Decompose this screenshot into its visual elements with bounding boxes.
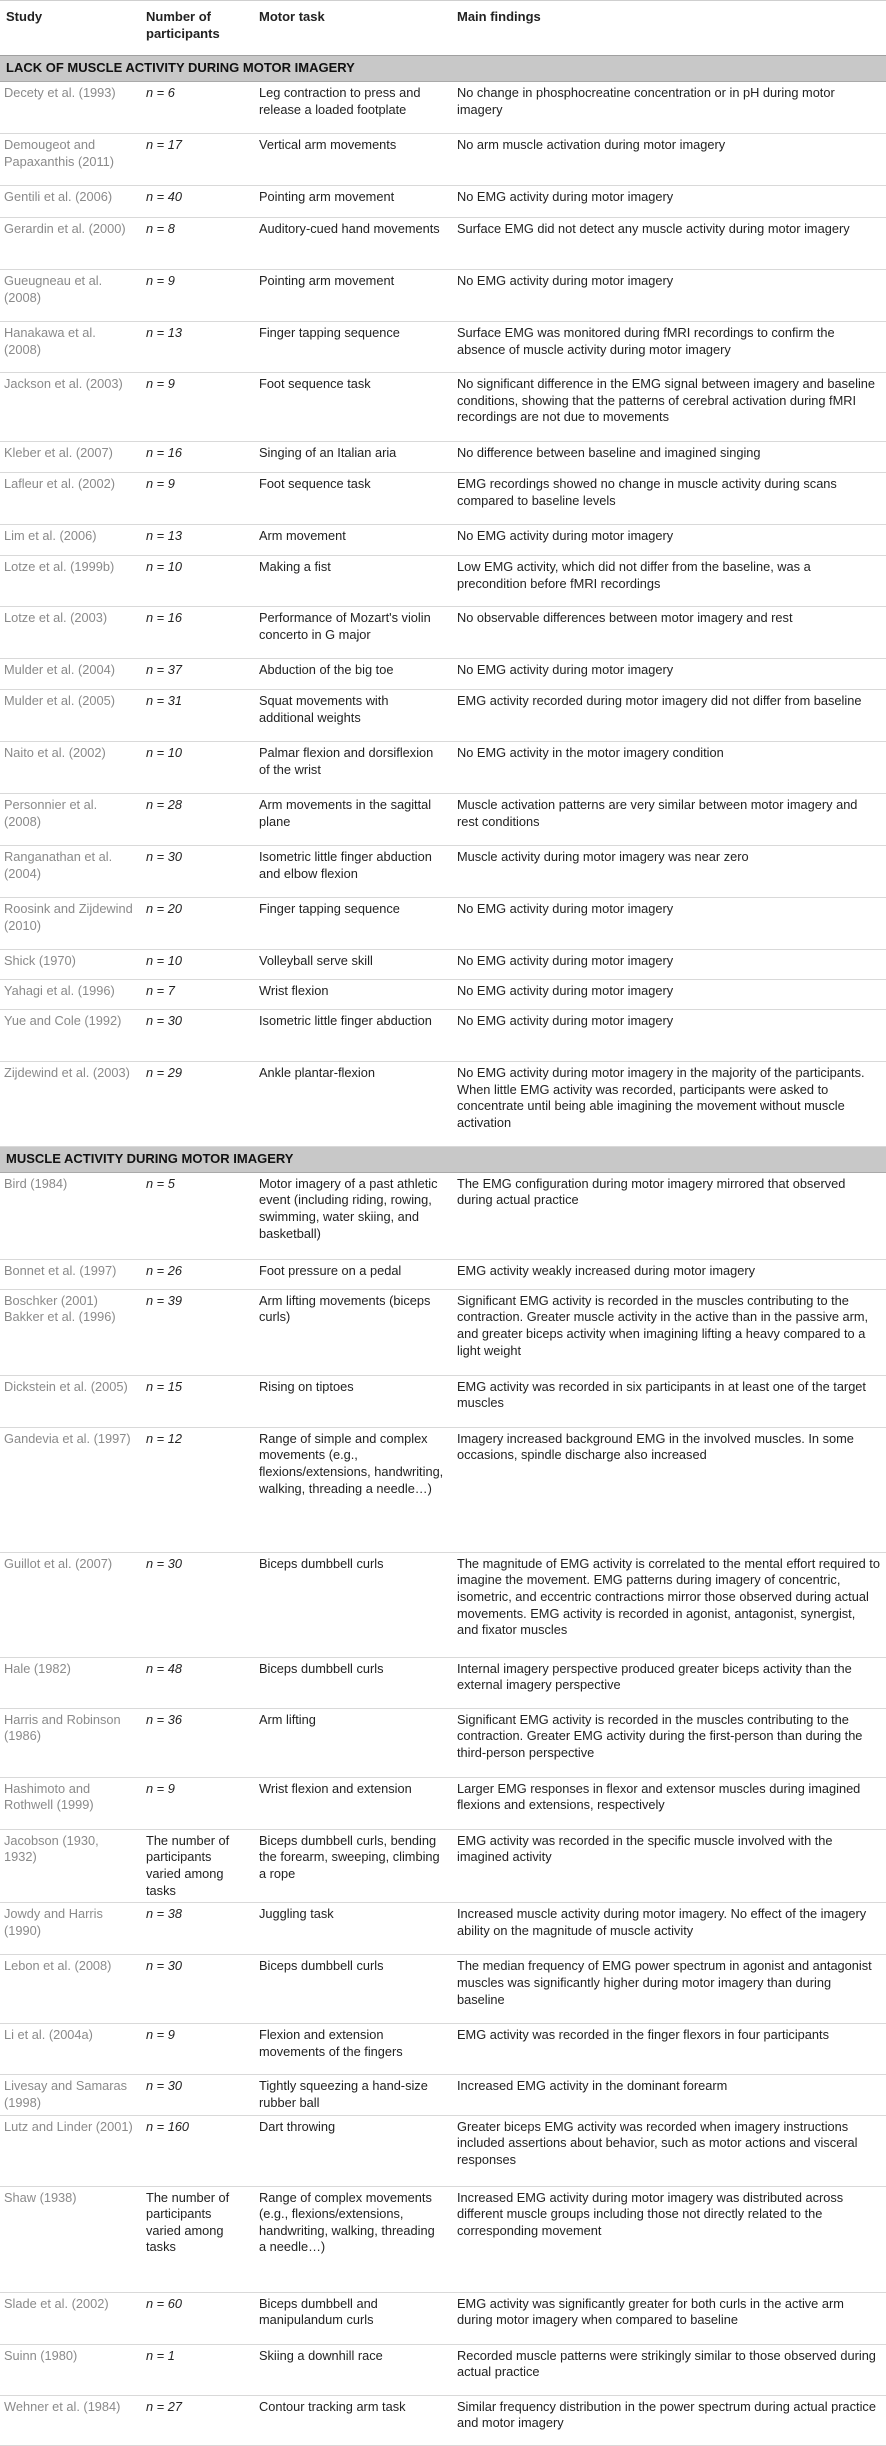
motor-task-cell: Isometric little finger abduction and elbow flexion: [253, 845, 451, 897]
participants-cell: n = 26: [140, 1259, 253, 1289]
participants-cell: n = 8: [140, 217, 253, 269]
participants-cell: n = 9: [140, 2024, 253, 2075]
table-row: [0, 1708, 886, 1777]
motor-task-cell: Volleyball serve skill: [253, 949, 451, 979]
study-cell: Hashimoto and Rothwell (1999): [0, 1777, 140, 1829]
main-findings-cell: Similar frequency distribution in the power spectrum during actual practice and motor imagery: [451, 2395, 886, 2445]
study-cell: Mulder et al. (2004): [0, 658, 140, 689]
table-row: [0, 2344, 886, 2395]
participants-cell: n = 17: [140, 133, 253, 185]
participants-cell: The number of participants varied among tasks: [140, 2186, 253, 2292]
main-findings-cell: EMG recordings showed no change in muscle activity during scans compared to baseline levels: [451, 472, 886, 524]
main-findings-cell: Internal imagery perspective produced greater biceps activity than the external imagery perspective: [451, 1657, 886, 1708]
participants-cell: n = 16: [140, 606, 253, 658]
participants-cell: n = 12: [140, 1427, 253, 1552]
participants-cell: n = 30: [140, 1009, 253, 1061]
motor-task-cell: Finger tapping sequence: [253, 321, 451, 372]
main-findings-cell: No significant difference in the EMG signal between imagery and baseline conditions, showing that the patterns of cerebral activation during fMRI recordings are not due to movements: [451, 372, 886, 441]
table-header: [0, 1, 886, 56]
participants-cell: n = 28: [140, 793, 253, 845]
participants-cell: n = 16: [140, 441, 253, 472]
study-cell: Lotze et al. (1999b): [0, 555, 140, 606]
table-row: [0, 845, 886, 897]
participants-cell: n = 15: [140, 1375, 253, 1427]
participants-cell: n = 30: [140, 2075, 253, 2115]
motor-task-cell: Juggling task: [253, 1903, 451, 1955]
participants-cell: n = 6: [140, 81, 253, 133]
study-cell: Bonnet et al. (1997): [0, 1259, 140, 1289]
motor-task-cell: Biceps dumbbell curls: [253, 1552, 451, 1657]
main-findings-cell: No EMG activity during motor imagery: [451, 897, 886, 949]
main-findings-cell: Low EMG activity, which did not differ from the baseline, was a precondition before fMRI recordings: [451, 555, 886, 606]
participants-cell: n = 7: [140, 979, 253, 1009]
table-row: [0, 793, 886, 845]
motor-task-cell: Isometric little finger abduction: [253, 1009, 451, 1061]
table-row: [0, 897, 886, 949]
motor-task-cell: Skiing a downhill race: [253, 2344, 451, 2395]
study-cell: Mulder et al. (2005): [0, 689, 140, 741]
study-cell: Livesay and Samaras (1998): [0, 2075, 140, 2115]
table-row: [0, 689, 886, 741]
motor-task-cell: Arm lifting movements (biceps curls): [253, 1289, 451, 1375]
table-row: [0, 1289, 886, 1375]
table-row: [0, 2115, 886, 2186]
main-findings-cell: Muscle activity during motor imagery was near zero: [451, 845, 886, 897]
main-findings-cell: No observable differences between motor imagery and rest: [451, 606, 886, 658]
motor-task-cell: Arm movement: [253, 524, 451, 555]
header-main-findings: Main findings: [451, 1, 886, 56]
table-row: [0, 321, 886, 372]
participants-cell: n = 30: [140, 1552, 253, 1657]
table-row: [0, 1552, 886, 1657]
study-cell: Suinn (1980): [0, 2344, 140, 2395]
participants-cell: n = 5: [140, 1172, 253, 1259]
participants-cell: n = 160: [140, 2115, 253, 2186]
table-row: [0, 372, 886, 441]
study-cell: Lutz and Linder (2001): [0, 2115, 140, 2186]
table-row: [0, 2075, 886, 2115]
study-cell: Roosink and Zijdewind (2010): [0, 897, 140, 949]
study-cell: Ranganathan et al. (2004): [0, 845, 140, 897]
study-cell: Shaw (1938): [0, 2186, 140, 2292]
main-findings-cell: Greater biceps EMG activity was recorded when imagery instructions included assertions about behavior, such as motor actions and visceral responses: [451, 2115, 886, 2186]
table-row: [0, 269, 886, 321]
motor-task-cell: Performance of Mozart's violin concerto in G major: [253, 606, 451, 658]
main-findings-cell: No EMG activity during motor imagery: [451, 524, 886, 555]
study-cell: Dickstein et al. (2005): [0, 1375, 140, 1427]
main-findings-cell: Increased EMG activity during motor imagery was distributed across different muscle groups including those not directly related to the corresponding movement: [451, 2186, 886, 2292]
main-findings-cell: No EMG activity during motor imagery in the majority of the participants. When little EMG activity was recorded, participants were asked to concentrate until being able imagining the movement without muscle activation: [451, 1061, 886, 1146]
motor-task-cell: Range of complex movements (e.g., flexions/extensions, handwriting, walking, threading a needle…): [253, 2186, 451, 2292]
motor-task-cell: Motor imagery of a past athletic event (including riding, rowing, swimming, water skiing, and basketball): [253, 1172, 451, 1259]
table-row: [0, 1375, 886, 1427]
motor-task-cell: Foot sequence task: [253, 372, 451, 441]
table-row: [0, 658, 886, 689]
table-row: [0, 2186, 886, 2292]
main-findings-cell: The median frequency of EMG power spectrum in agonist and antagonist muscles was significantly higher during motor imagery than during baseline: [451, 1955, 886, 2024]
table-row: [0, 1172, 886, 1259]
participants-cell: n = 60: [140, 2292, 253, 2344]
main-findings-cell: The EMG configuration during motor imagery mirrored that observed during actual practice: [451, 1172, 886, 1259]
table-row: [0, 133, 886, 185]
motor-task-cell: Biceps dumbbell curls: [253, 1657, 451, 1708]
motor-task-cell: Abduction of the big toe: [253, 658, 451, 689]
study-cell: Decety et al. (1993): [0, 81, 140, 133]
main-findings-cell: No arm muscle activation during motor imagery: [451, 133, 886, 185]
main-findings-cell: Surface EMG was monitored during fMRI recordings to confirm the absence of muscle activity during motor imagery: [451, 321, 886, 372]
motor-task-cell: Tightly squeezing a hand-size rubber ball: [253, 2075, 451, 2115]
section-title: LACK OF MUSCLE ACTIVITY DURING MOTOR IMAGERY: [0, 56, 886, 82]
main-findings-cell: Imagery increased background EMG in the involved muscles. In some occasions, spindle discharge also increased: [451, 1427, 886, 1552]
main-findings-cell: Significant EMG activity is recorded in the muscles contributing to the contraction. Greater muscle activity in the active than in the passive arm, and greater biceps activity when imagining lifting a heavy compared to a light weight: [451, 1289, 886, 1375]
study-cell: Jowdy and Harris (1990): [0, 1903, 140, 1955]
motor-task-cell: Contour tracking arm task: [253, 2395, 451, 2445]
motor-task-cell: Flexion and extension movements of the fingers: [253, 2024, 451, 2075]
participants-cell: n = 30: [140, 845, 253, 897]
main-findings-cell: Larger EMG responses in flexor and extensor muscles during imagined flexions and extensions, respectively: [451, 1777, 886, 1829]
participants-cell: n = 10: [140, 741, 253, 793]
participants-cell: n = 9: [140, 472, 253, 524]
motor-task-cell: Palmar flexion and dorsiflexion of the wrist: [253, 741, 451, 793]
main-findings-cell: The magnitude of EMG activity is correlated to the mental effort required to imagine the movement. EMG patterns during imagery of concentric, isometric, and eccentric contractions mirror those observed during actual movements. EMG activity is recorded in agonist, antagonist, synergist, and fixator muscles: [451, 1552, 886, 1657]
table-row: [0, 979, 886, 1009]
study-cell: Guillot et al. (2007): [0, 1552, 140, 1657]
study-cell: Harris and Robinson (1986): [0, 1708, 140, 1777]
main-findings-cell: No EMG activity during motor imagery: [451, 979, 886, 1009]
motor-task-cell: Foot pressure on a pedal: [253, 1259, 451, 1289]
motor-task-cell: Wrist flexion: [253, 979, 451, 1009]
table-row: [0, 1955, 886, 2024]
main-findings-cell: No change in phosphocreatine concentration or in pH during motor imagery: [451, 81, 886, 133]
participants-cell: n = 38: [140, 1903, 253, 1955]
main-findings-cell: No EMG activity during motor imagery: [451, 949, 886, 979]
main-findings-cell: No EMG activity in the motor imagery condition: [451, 741, 886, 793]
motor-task-cell: Biceps dumbbell and manipulandum curls: [253, 2292, 451, 2344]
header-motor-task: Motor task: [253, 1, 451, 56]
table-row: [0, 1061, 886, 1146]
header-row: [0, 1, 886, 56]
study-cell: Yue and Cole (1992): [0, 1009, 140, 1061]
motor-task-cell: Leg contraction to press and release a loaded footplate: [253, 81, 451, 133]
motor-task-cell: Vertical arm movements: [253, 133, 451, 185]
main-findings-cell: Increased muscle activity during motor imagery. No effect of the imagery ability on the magnitude of muscle activity: [451, 1903, 886, 1955]
study-cell: Jackson et al. (2003): [0, 372, 140, 441]
motor-task-cell: Dart throwing: [253, 2115, 451, 2186]
motor-task-cell: Pointing arm movement: [253, 269, 451, 321]
header-participants: Number of participants: [140, 1, 253, 56]
table-row: [0, 2024, 886, 2075]
study-cell: Gueugneau et al. (2008): [0, 269, 140, 321]
participants-cell: n = 29: [140, 1061, 253, 1146]
study-cell: Wehner et al. (1984): [0, 2395, 140, 2445]
study-cell: Li et al. (2004a): [0, 2024, 140, 2075]
study-cell: Gandevia et al. (1997): [0, 1427, 140, 1552]
table-row: [0, 1009, 886, 1061]
table-row: [0, 555, 886, 606]
motor-task-cell: Squat movements with additional weights: [253, 689, 451, 741]
section-header-row: [0, 1146, 886, 1172]
motor-task-cell: Rising on tiptoes: [253, 1375, 451, 1427]
motor-task-cell: Range of simple and complex movements (e.g., flexions/extensions, handwriting, walking, threading a needle…): [253, 1427, 451, 1552]
motor-task-cell: Finger tapping sequence: [253, 897, 451, 949]
table-row: [0, 185, 886, 217]
table-row: [0, 1259, 886, 1289]
motor-task-cell: Ankle plantar-flexion: [253, 1061, 451, 1146]
main-findings-cell: EMG activity recorded during motor imagery did not differ from baseline: [451, 689, 886, 741]
study-cell: Slade et al. (2002): [0, 2292, 140, 2344]
study-cell: Kleber et al. (2007): [0, 441, 140, 472]
main-findings-cell: EMG activity was recorded in the specific muscle involved with the imagined activity: [451, 1829, 886, 1903]
participants-cell: n = 37: [140, 658, 253, 689]
table-row: [0, 949, 886, 979]
motor-task-cell: Wrist flexion and extension: [253, 1777, 451, 1829]
section-title: MUSCLE ACTIVITY DURING MOTOR IMAGERY: [0, 1146, 886, 1172]
main-findings-cell: Significant EMG activity is recorded in the muscles contributing to the contraction. Greater EMG activity during the first-person than during the third-person perspective: [451, 1708, 886, 1777]
participants-cell: The number of participants varied among tasks: [140, 1829, 253, 1903]
study-cell: Hanakawa et al. (2008): [0, 321, 140, 372]
study-cell: Gerardin et al. (2000): [0, 217, 140, 269]
main-findings-cell: EMG activity weakly increased during motor imagery: [451, 1259, 886, 1289]
motor-task-cell: Pointing arm movement: [253, 185, 451, 217]
motor-task-cell: Making a fist: [253, 555, 451, 606]
study-cell: Lebon et al. (2008): [0, 1955, 140, 2024]
section-header-row: [0, 56, 886, 82]
motor-task-cell: Auditory-cued hand movements: [253, 217, 451, 269]
study-cell: Naito et al. (2002): [0, 741, 140, 793]
participants-cell: n = 9: [140, 269, 253, 321]
participants-cell: n = 1: [140, 2344, 253, 2395]
participants-cell: n = 40: [140, 185, 253, 217]
table-row: [0, 1427, 886, 1552]
main-findings-cell: No EMG activity during motor imagery: [451, 1009, 886, 1061]
participants-cell: n = 10: [140, 555, 253, 606]
study-cell: Hale (1982): [0, 1657, 140, 1708]
table-row: [0, 741, 886, 793]
table-row: [0, 217, 886, 269]
study-cell: Demougeot and Papaxanthis (2011): [0, 133, 140, 185]
motor-task-cell: Arm lifting: [253, 1708, 451, 1777]
study-cell: Lim et al. (2006): [0, 524, 140, 555]
main-findings-cell: No difference between baseline and imagined singing: [451, 441, 886, 472]
study-cell: Boschker (2001) Bakker et al. (1996): [0, 1289, 140, 1375]
study-cell: Lotze et al. (2003): [0, 606, 140, 658]
participants-cell: n = 9: [140, 1777, 253, 1829]
main-findings-cell: Surface EMG did not detect any muscle activity during motor imagery: [451, 217, 886, 269]
participants-cell: n = 36: [140, 1708, 253, 1777]
table-row: [0, 524, 886, 555]
participants-cell: n = 10: [140, 949, 253, 979]
study-cell: Lafleur et al. (2002): [0, 472, 140, 524]
table-row: [0, 1657, 886, 1708]
study-cell: Jacobson (1930, 1932): [0, 1829, 140, 1903]
participants-cell: n = 48: [140, 1657, 253, 1708]
participants-cell: n = 30: [140, 1955, 253, 2024]
main-findings-cell: Recorded muscle patterns were strikingly similar to those observed during actual practice: [451, 2344, 886, 2395]
main-findings-cell: EMG activity was significantly greater for both curls in the active arm during motor imagery when compared to baseline: [451, 2292, 886, 2344]
table-row: [0, 1903, 886, 1955]
table-row: [0, 441, 886, 472]
study-cell: Bird (1984): [0, 1172, 140, 1259]
study-cell: Yahagi et al. (1996): [0, 979, 140, 1009]
participants-cell: n = 9: [140, 372, 253, 441]
main-findings-cell: EMG activity was recorded in six participants in at least one of the target muscles: [451, 1375, 886, 1427]
table-row: [0, 2395, 886, 2445]
main-findings-cell: Muscle activation patterns are very similar between motor imagery and rest conditions: [451, 793, 886, 845]
motor-task-cell: Biceps dumbbell curls: [253, 1955, 451, 2024]
table-row: [0, 1829, 886, 1903]
study-cell: Personnier et al. (2008): [0, 793, 140, 845]
motor-task-cell: Singing of an Italian aria: [253, 441, 451, 472]
motor-task-cell: Foot sequence task: [253, 472, 451, 524]
participants-cell: n = 27: [140, 2395, 253, 2445]
table-row: [0, 81, 886, 133]
main-findings-cell: Increased EMG activity in the dominant forearm: [451, 2075, 886, 2115]
motor-task-cell: Arm movements in the sagittal plane: [253, 793, 451, 845]
table-row: [0, 472, 886, 524]
table-body: [0, 56, 886, 2446]
main-findings-cell: EMG activity was recorded in the finger flexors in four participants: [451, 2024, 886, 2075]
header-study: Study: [0, 1, 140, 56]
table-row: [0, 1777, 886, 1829]
main-findings-cell: No EMG activity during motor imagery: [451, 269, 886, 321]
motor-task-cell: Biceps dumbbell curls, bending the forearm, sweeping, climbing a rope: [253, 1829, 451, 1903]
main-findings-cell: No EMG activity during motor imagery: [451, 658, 886, 689]
table-row: [0, 2292, 886, 2344]
main-findings-cell: No EMG activity during motor imagery: [451, 185, 886, 217]
table-row: [0, 606, 886, 658]
study-cell: Gentili et al. (2006): [0, 185, 140, 217]
participants-cell: n = 20: [140, 897, 253, 949]
participants-cell: n = 13: [140, 321, 253, 372]
participants-cell: n = 13: [140, 524, 253, 555]
participants-cell: n = 31: [140, 689, 253, 741]
participants-cell: n = 39: [140, 1289, 253, 1375]
study-cell: Shick (1970): [0, 949, 140, 979]
study-cell: Zijdewind et al. (2003): [0, 1061, 140, 1146]
